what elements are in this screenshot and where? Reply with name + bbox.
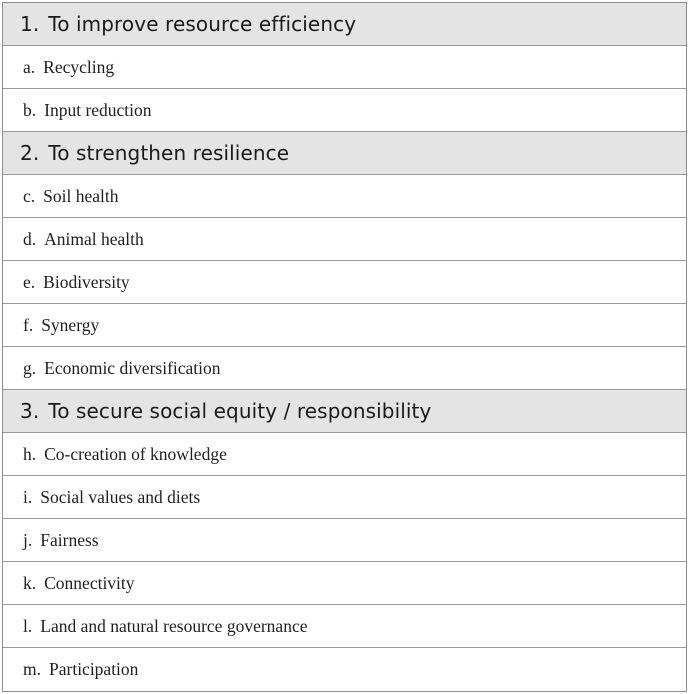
item-letter: m. <box>23 659 41 679</box>
section-title: To secure social equity / responsibility <box>48 399 432 423</box>
item-letter: c. <box>23 185 36 206</box>
table-row <box>3 218 686 261</box>
table-row <box>3 519 686 562</box>
item-letter: h. <box>23 443 37 464</box>
table-row <box>3 476 686 519</box>
item-letter: f. <box>23 314 34 335</box>
item-letter: i. <box>23 486 33 507</box>
section-number: 1. <box>20 12 40 36</box>
table-row <box>3 605 686 648</box>
item-label: Economic diversification <box>44 357 221 378</box>
principles-table <box>2 2 687 692</box>
section-title: To improve resource efficiency <box>48 12 357 36</box>
item-letter: b. <box>23 99 37 120</box>
item-label: Animal health <box>44 228 144 249</box>
item-letter: d. <box>23 228 37 249</box>
item-letter: j. <box>23 529 33 550</box>
item-label: Synergy <box>41 314 100 335</box>
item-label: Fairness <box>40 529 99 550</box>
item-letter: k. <box>23 572 37 593</box>
table-row <box>3 347 686 390</box>
item-letter: l. <box>23 615 33 636</box>
item-label: Participation <box>49 659 139 679</box>
table-row <box>3 648 686 691</box>
item-label: Biodiversity <box>43 271 130 292</box>
item-label: Connectivity <box>44 572 135 593</box>
table-row <box>3 304 686 347</box>
section-header-2 <box>3 132 686 175</box>
item-letter: a. <box>23 56 36 77</box>
table-row <box>3 89 686 132</box>
item-label: Social values and diets <box>40 486 201 507</box>
item-letter: g. <box>23 357 37 378</box>
table-row <box>3 46 686 89</box>
item-label: Input reduction <box>44 99 152 120</box>
section-header-1 <box>3 3 686 46</box>
item-label: Land and natural resource governance <box>40 615 308 636</box>
item-letter: e. <box>23 271 36 292</box>
table-row <box>3 562 686 605</box>
section-number: 2. <box>20 141 40 165</box>
table-row <box>3 261 686 304</box>
section-number: 3. <box>20 399 40 423</box>
section-title: To strengthen resilience <box>48 141 290 165</box>
section-header-3 <box>3 390 686 433</box>
table-row <box>3 175 686 218</box>
item-label: Co-creation of knowledge <box>44 443 227 464</box>
table-row <box>3 433 686 476</box>
item-label: Recycling <box>43 56 115 77</box>
item-label: Soil health <box>43 185 119 206</box>
